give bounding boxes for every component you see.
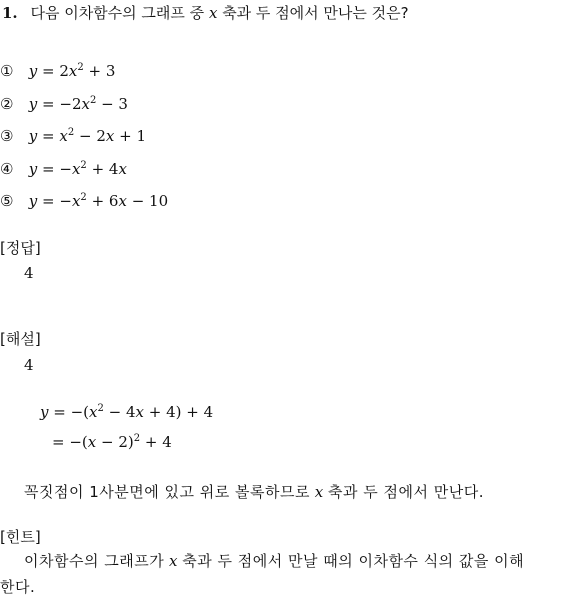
hint-line-1-before: 이차함수의 그래프가 [24, 552, 165, 570]
explanation-value: 4 [24, 356, 34, 374]
hint-line-1 [24, 550, 524, 571]
choice-expr: $y = -x^2 + 4x$ [28, 160, 127, 178]
choice-4[interactable] [0, 160, 127, 178]
hint-line-1-var: x [168, 552, 178, 570]
explanation-sentence-var: x [314, 483, 324, 501]
explanation-equation-1: $y = -(x^2 - 4x + 4) + 4$ [40, 403, 214, 421]
choice-mark: ⑤ [0, 192, 14, 210]
choice-5[interactable] [0, 192, 168, 210]
choice-3[interactable] [0, 127, 146, 145]
choice-expr: $y = -x^2 + 6x - 10$ [28, 192, 169, 210]
choice-1[interactable] [0, 62, 115, 80]
explanation-sentence [24, 481, 484, 502]
answer-label: [정답] [0, 239, 41, 257]
explanation-label: [해설] [0, 330, 41, 348]
question [2, 2, 409, 23]
question-text-before: 다음 이차함수의 그래프 중 [30, 4, 205, 22]
choice-2[interactable] [0, 95, 128, 113]
explanation-sentence-after: 축과 두 점에서 만난다. [327, 483, 484, 501]
choice-mark: ① [0, 62, 14, 80]
answer-value: 4 [24, 264, 34, 282]
question-number: 1. [2, 4, 18, 22]
question-var: x [208, 4, 218, 22]
choice-expr: $y = x^2 - 2x + 1$ [28, 127, 146, 145]
choice-mark: ③ [0, 127, 14, 145]
hint-line-2: 한다. [0, 578, 36, 596]
hint-label: [힌트] [0, 528, 41, 546]
explanation-equation-2: = $-(x - 2)^2 + 4$ [52, 433, 172, 451]
choice-mark: ② [0, 95, 14, 113]
question-text-after: 축과 두 점에서 만나는 것은? [222, 4, 409, 22]
hint-line-1-after: 축과 두 점에서 만날 때의 이차함수 식의 값을 이해 [182, 552, 525, 570]
choice-mark: ④ [0, 160, 14, 178]
choice-expr: $y = 2x^2 + 3$ [28, 62, 116, 80]
explanation-sentence-before: 꼭짓점이 1사분면에 있고 위로 볼록하므로 [24, 483, 310, 501]
choice-expr: $y = -2x^2 - 3$ [28, 95, 128, 113]
